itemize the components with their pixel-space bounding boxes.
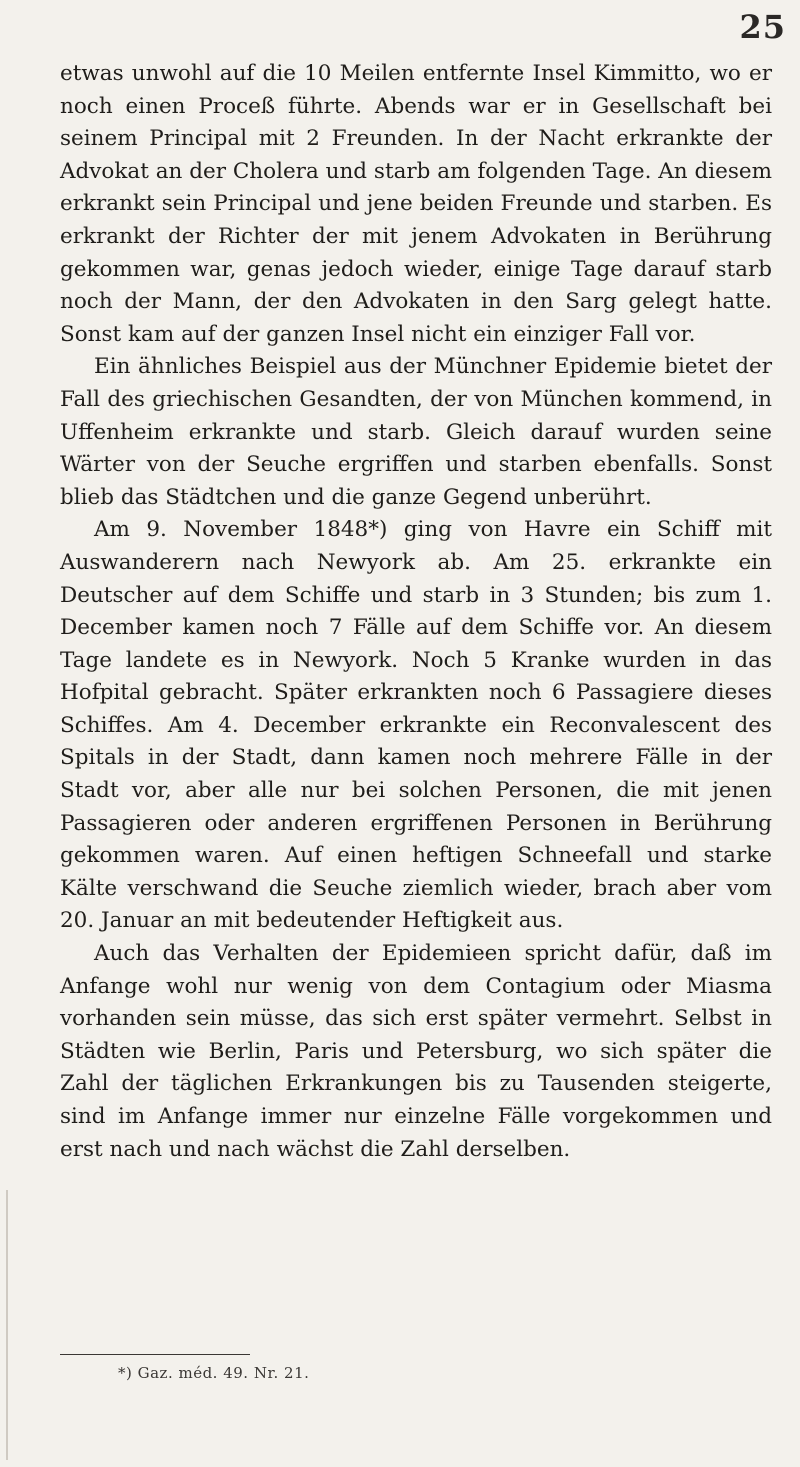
body-text bbox=[60, 58, 772, 1166]
page-number: 25 bbox=[739, 8, 786, 46]
paragraph-munich-example: Ein ähnliches Beispiel aus der Münchner Epidemie bietet der Fall des griechischen Gesandten, der von München kommend, in Uffenheim erkrankte und starb. Gleich darauf wurden seine Wärter von der Seuche ergriffen und starben ebenfalls. Sonst blieb das Städtchen und die ganze Gegend unberührt. bbox=[60, 354, 772, 510]
page-edge-shadow bbox=[6, 1190, 8, 1460]
footnote: *) Gaz. méd. 49. Nr. 21. bbox=[118, 1364, 310, 1382]
paragraph-epidemic-behaviour: Auch das Verhalten der Epidemieen spricht dafür, daß im Anfange wohl nur wenig von dem Contagium oder Miasma vorhanden sein müsse, das sich erst später vermehrt. Selbst in Städten wie Berlin, Paris und Petersburg, wo sich später die Zahl der täglichen Erkrankungen bis zu Tausenden steigerte, sind im Anfange immer nur einzelne Fälle vorgekommen und erst nach und nach wächst die Zahl derselben. bbox=[60, 941, 772, 1162]
paragraph-havre-ship: Am 9. November 1848*) ging von Havre ein Schiff mit Auswanderern nach Newyork ab. Am 25. erkrankte ein Deutscher auf dem Schiffe und starb in 3 Stunden; bis zum 1. December kamen noch 7 Fälle auf dem Schiffe vor. An diesem Tage landete es in Newyork. Noch 5 Kranke wurden in das Hofpital gebracht. Später erkrankten noch 6 Passagiere dieses Schiffes. Am 4. December erkrankte ein Reconvalescent des Spitals in der Stadt, dann kamen noch mehrere Fälle in der Stadt vor, aber alle nur bei solchen Personen, die mit jenen Passagieren oder anderen ergriffenen Personen in Berührung gekommen waren. Auf einen heftigen Schneefall und starke Kälte verschwand die Seuche ziemlich wieder, brach aber vom 20. Januar an mit bedeutender Heftigkeit aus. bbox=[60, 517, 772, 934]
paragraph-continuation: etwas unwohl auf die 10 Meilen entfernte Insel Kimmitto, wo er noch einen Proceß führte. Abends war er in Gesellschaft bei seinem Principal mit 2 Freunden. In der Nacht erkrankte der Advokat an der Cholera und starb am folgenden Tage. An diesem erkrankt sein Principal und jene beiden Freunde und starben. Es erkrankt der Richter der mit jenem Advokaten in Berührung gekommen war, genas jedoch wieder, einige Tage darauf starb noch der Mann, der den Advokaten in den Sarg gelegt hatte. Sonst kam auf der ganzen Insel nicht ein einziger Fall vor. bbox=[60, 61, 772, 347]
footnote-divider bbox=[60, 1354, 250, 1355]
